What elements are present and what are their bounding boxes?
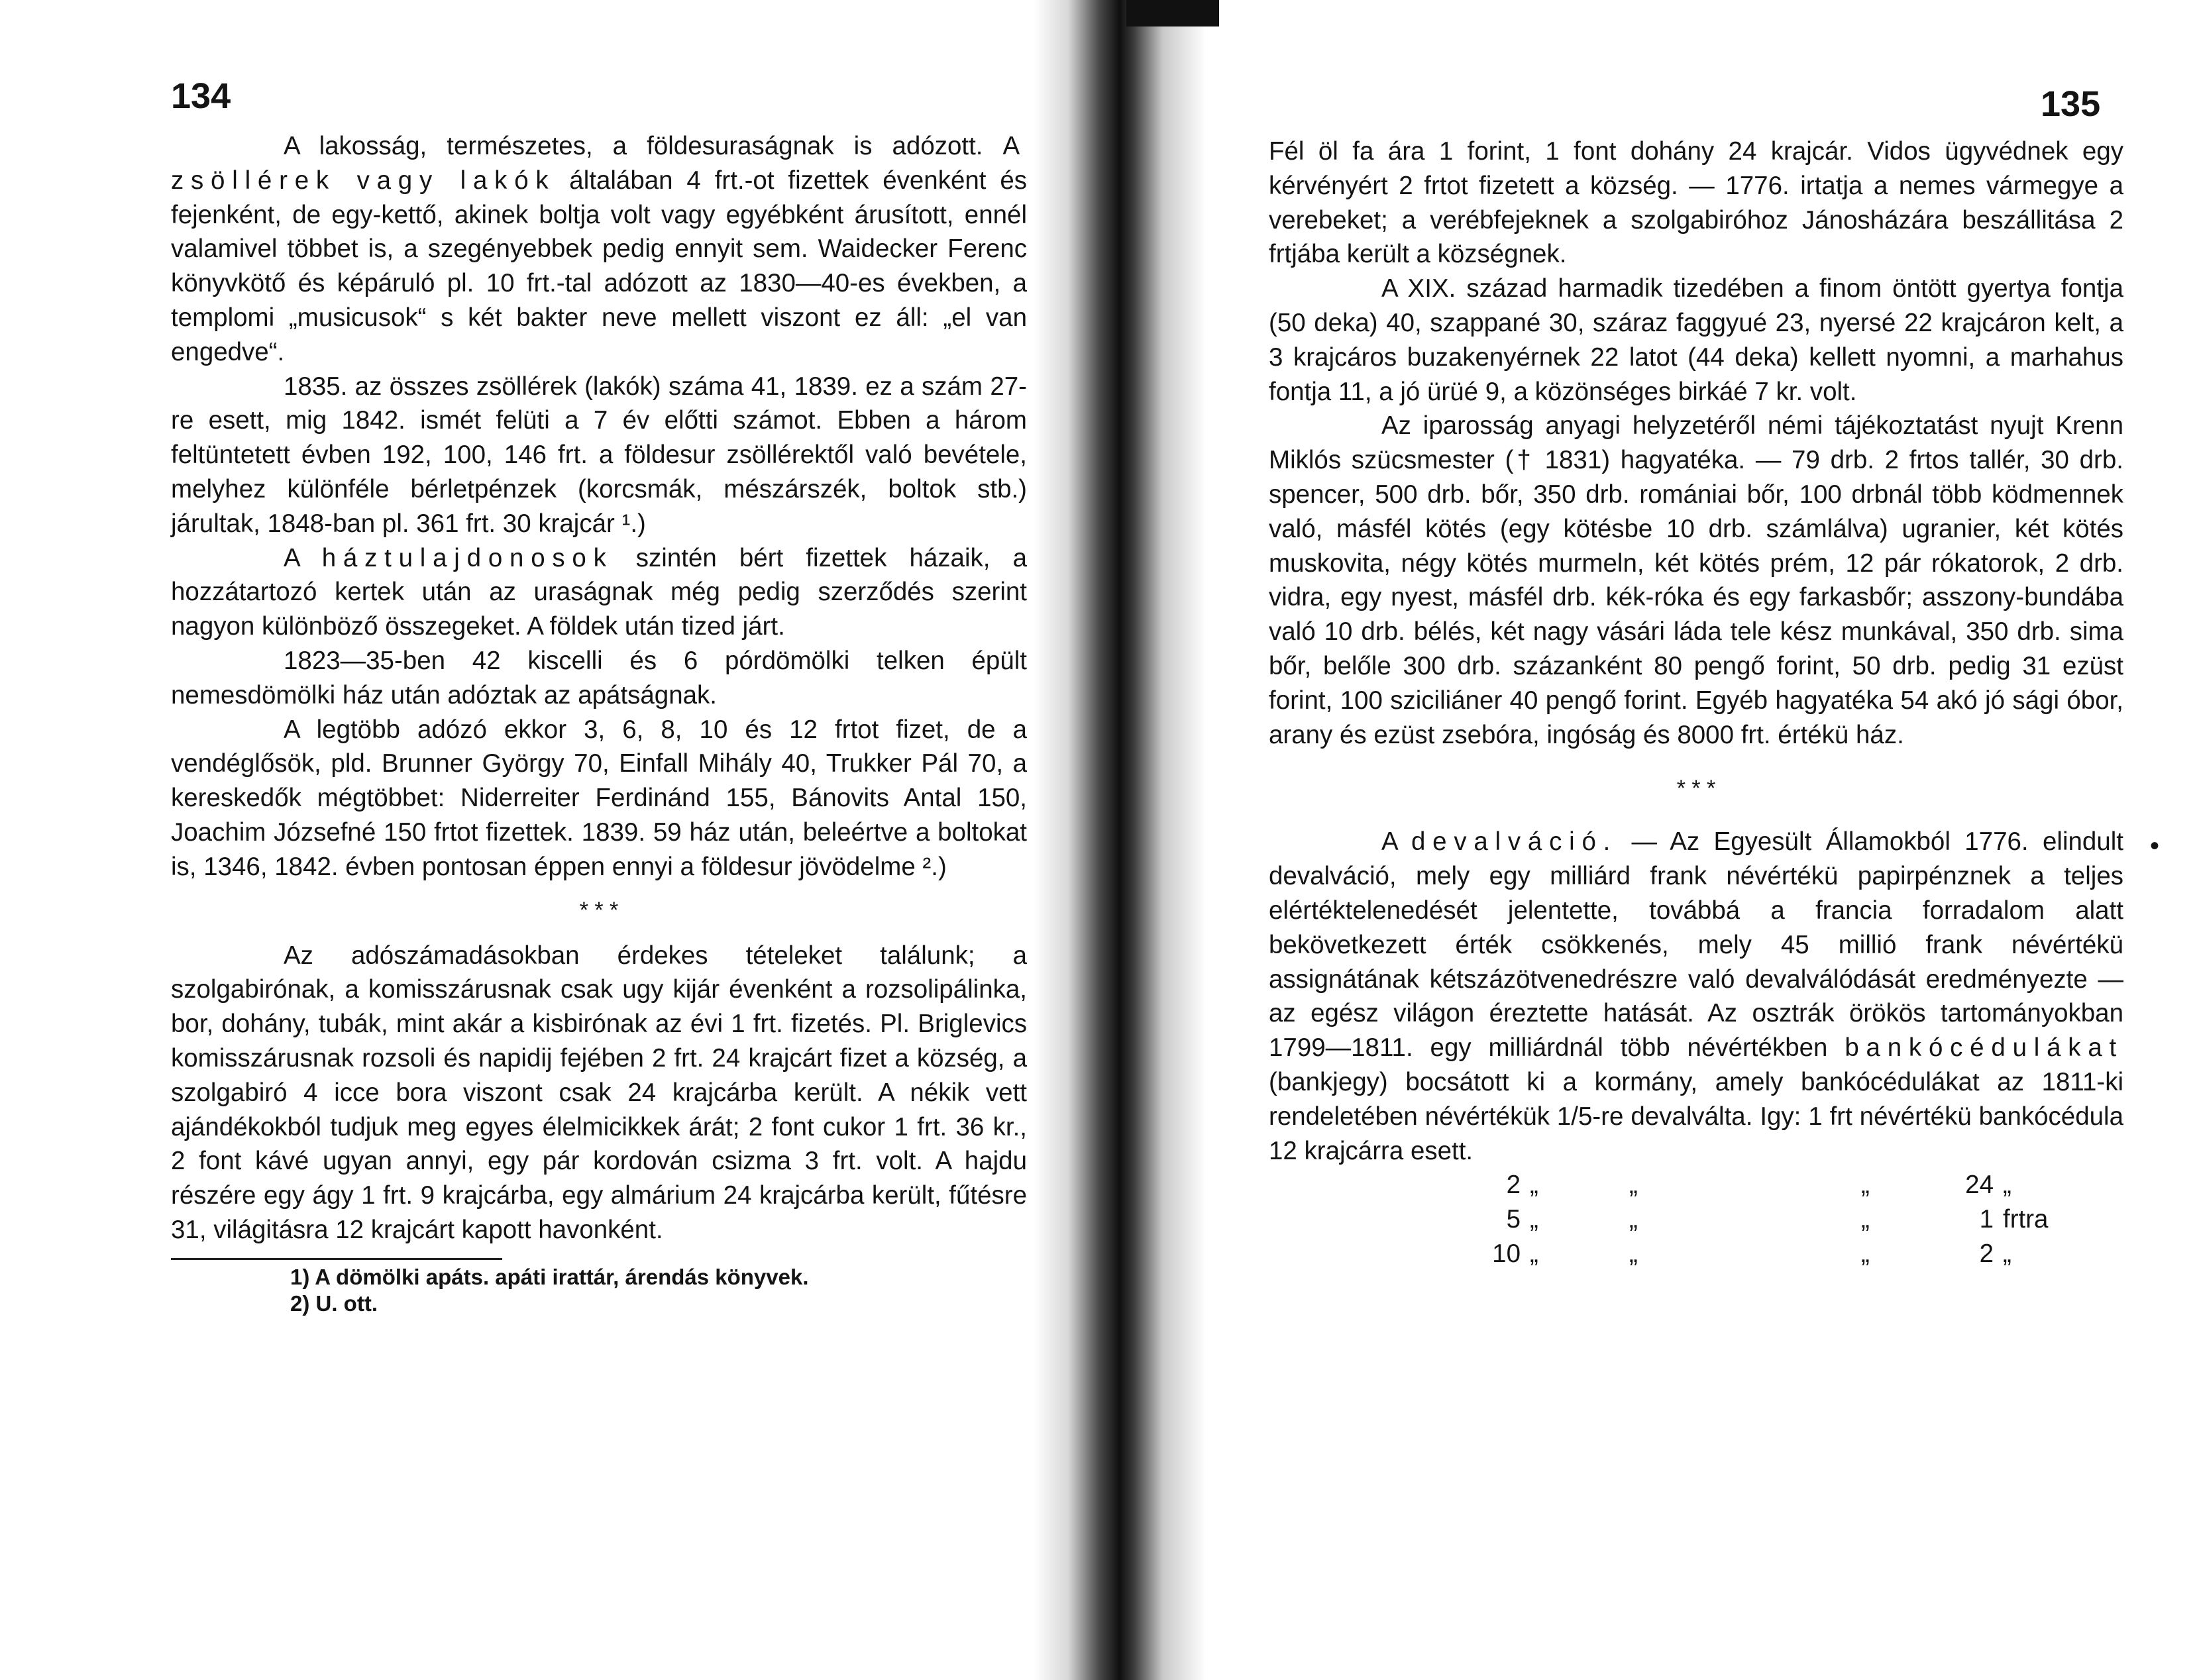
left-page-number: 134 — [171, 76, 231, 116]
text-run: A lakosság, természetes, a földesuraságnak is adózott. — [284, 132, 1003, 160]
text-run: A legtöbb adózó ekkor 3, 6, 8, 10 és 12 frtot fizet, de a vendéglősök, pld. Brunner György 70, Einfall Mihály 40, Trukker Pál 70, a kereskedők mégtöbbet: Niderreiter Ferdinánd 155, Bánovits Antal 150, Joachim Józsefné 150 frtot fizettek. 1839. 59 ház után, beleértve a boltokat is, 1346, 1842. évben pontosan éppen ennyi a földesur jövödelme ².) — [171, 715, 1027, 881]
left-paragraph-4 — [171, 644, 1027, 713]
table-cell: 5 — [1506, 1205, 1521, 1234]
left-paragraphs-top — [171, 129, 1027, 884]
section-separator-right: * * * — [1676, 776, 1716, 802]
left-paragraphs-bottom — [171, 939, 1027, 1247]
table-cell: „ — [1530, 1171, 1538, 1200]
table-cell: „ — [1530, 1239, 1538, 1269]
table-cell: „ — [1629, 1171, 1638, 1200]
text-run: szintén bért fizettek házaik, a hozzátartozó kertek után az uraságnak még pedig szerződés szerint nagyon különböző összegeket. A földek után tized járt. — [171, 543, 1027, 641]
text-run: 1823—35-ben 42 kiscelli és 6 pórdömölki telken épült nemesdömölki ház után adóztak az apátságnak. — [171, 646, 1027, 709]
left-page-text — [171, 129, 1027, 1317]
table-row — [1461, 1237, 2048, 1271]
table-cell: „ — [2003, 1239, 2011, 1269]
right-paragraph-3 — [1269, 409, 2123, 752]
left-paragraph-1 — [171, 129, 1027, 370]
right-page-text — [1269, 134, 2123, 1271]
spaced-emphasis: háztulajdonosok — [321, 543, 614, 572]
table-cell: 24 — [1965, 1171, 1994, 1200]
text-run: általában 4 frt.-ot fizettek évenként és fejenként, de egy-kettő, akinek boltja volt vagy egyébként árusított, ennél valamivel többet is, a szegényebbek pedig ennyit sem. Waidecker Ferenc könyvkötő és képáruló pl. 10 frt.-tal adózott az 1830—40-es években, a templomi „musicusok“ s két bakter neve mellett viszont ez áll: „el van engedve“. — [171, 166, 1027, 366]
table-cell: „ — [2003, 1171, 2011, 1200]
right-paragraphs-bottom — [1269, 825, 2123, 1168]
table-cell: „ — [1861, 1239, 1870, 1269]
table-cell: „ — [1530, 1205, 1538, 1234]
spaced-emphasis: devalváció. — [1411, 827, 1618, 857]
table-cell: 2 — [1506, 1171, 1521, 1200]
right-paragraph-1 — [1269, 134, 2123, 272]
left-paragraph-3 — [171, 541, 1027, 644]
text-run: A — [1381, 827, 1411, 857]
table-cell: „ — [1629, 1205, 1638, 1234]
table-row — [1461, 1202, 2048, 1237]
right-after-paragraph-1 — [1269, 825, 2123, 1168]
text-run: A — [284, 543, 322, 572]
footnotes — [171, 1264, 1027, 1317]
book-gutter — [1034, 0, 1206, 1680]
text-run: Az adószámadásokban érdekes tételeket találunk; a szolgabirónak, a komisszárusnak csak ugy kijár évenként a rozsolipálinka, bor, dohány, tubák, mint akár a kisbirónak az évi 1 frt. fizetés. Pl. Briglevics komisszárusnak rozsoli és napidij fejében 2 frt. 24 krajcárt fizet a község, a szolgabiró 4 icce bora viszont csak 24 krajcárba került. A nékik vett ajándékokból tudjuk meg egyes élelmicikkek árát; 2 font cukor 1 frt. 36 kr., 2 font kávé ugyan annyi, egy pár kordován csizma 3 frt. volt. A hajdu részére egy ágy 1 frt. 9 krajcárba, egy almárium 24 krajcárba került, fűtésre 31, világitásra 12 krajcárt kapott havonként. — [171, 941, 1027, 1244]
left-paragraph-5 — [171, 713, 1027, 884]
text-run: — Az Egyesült Államokból 1776. elindult devalváció, mely egy milliárd frank névértékü papirpénznek a teljes elértéktelenedését jelentette, továbbá a francia forradalom alatt bekövetkezett érték csökkenés, mely 45 millió frank névértékü assignátának kétszázötvenedrészre való devalválódását eredményezte — az egész világon éreztette hatását. Az osztrák örökös tartományokban 1799—1811. egy milliárdnál több névértékben — [1269, 827, 2123, 1063]
table-cell: „ — [1861, 1205, 1870, 1234]
spaced-emphasis: A zsöllérek vagy lakók — [171, 132, 1027, 195]
table-cell: „ — [1629, 1239, 1638, 1269]
text-run: (bankjegy) bocsátott ki a kormány, amely bankócédulákat az 1811-ki rendeletében névértékük 1/5-re devalválta. Igy: 1 frt névértékü bankócédula 12 krajcárra esett. — [1269, 1067, 2123, 1165]
left-paragraph-2 — [171, 370, 1027, 541]
table-cell: 1 — [1979, 1205, 1994, 1234]
table-cell: 2 — [1979, 1239, 1994, 1269]
text-run: Az iparosság anyagi helyzetéről némi tájékoztatást nyujt Krenn Miklós szücsmester († 1831) hagyatéka. — 79 drb. 2 frtos tallér, 30 drb. spencer, 500 drb. bőr, 350 drb. romániai bőr, 100 drbnál több ködmennek való, másfél kötés (egy kötésbe 10 drb. számlálva) ugranier, két kötés muskovita, négy kötés murmeln, két kötés prém, 12 pár rókatorok, 2 drb. vidra, egy nyest, másfél drb. kék-róka és egy farkasbőr; asszony-bundába való 10 drb. bélés, két nagy vásári láda tele kész munkával, 350 drb. sima bőr, belőle 300 drb. százanként 80 pengő forint, 50 drb. pedig 31 ezüst forint, 100 sziciliáner 40 pengő forint. Egyéb hagyatéka 54 akó jó sági óbor, arany és ezüst zsebóra, ingóság és 8000 frt. értékü ház. — [1269, 411, 2123, 749]
table-cell: frtra — [2003, 1205, 2049, 1234]
right-paragraph-2 — [1269, 272, 2123, 409]
footnote-1: 1) A dömölki apáts. apáti irattár, árendás könyvek. — [290, 1264, 809, 1289]
gutter-shadow — [1126, 0, 1219, 26]
text-run: Fél öl fa ára 1 forint, 1 font dohány 24 krajcár. Vidos ügyvédnek egy kérvényért 2 frtot fizetett a község. — 1776. irtatja a nemes vármegye a verebeket; a verébfejeknek a szolgabiróhoz Jánosházára beszállitása 2 frtjába került a községnek. — [1269, 137, 2123, 269]
devaluation-table — [1461, 1168, 2048, 1271]
table-cell: „ — [1861, 1171, 1870, 1200]
right-page — [1150, 0, 2197, 1680]
section-separator-left: * * * — [579, 897, 619, 923]
table-cell: 10 — [1492, 1239, 1521, 1269]
text-run: A XIX. század harmadik tizedében a finom öntött gyertya fontja (50 deka) 40, szappané 30, száraz faggyué 23, nyersé 22 krajcáron kelt, a 3 krajcáros buzakenyérnek 22 latot (44 deka) kellett nyomni, a marhahus fontja 11, a jó ürüé 9, a közönséges birkáé 7 kr. volt. — [1269, 274, 2123, 406]
right-page-number: 135 — [2041, 84, 2101, 124]
footnote-rule — [171, 1258, 502, 1260]
margin-mark: • — [2150, 831, 2160, 861]
table-row — [1461, 1168, 2048, 1202]
left-page — [0, 0, 1087, 1680]
text-run: 1835. az összes zsöllérek (lakók) száma 41, 1839. ez a szám 27-re esett, mig 1842. ismét felüti a 7 év előtti számot. Ebben a három feltüntetett évben 192, 100, 146 frt. a földesur zsöllérektől való bevétele, melyhez különféle bérletpénzek (korcsmák, mészárszék, boltok stb.) járultak, 1848-ban pl. 361 frt. 30 krajcár ¹.) — [171, 372, 1027, 538]
right-paragraphs-top — [1269, 134, 2123, 752]
left-after-paragraph-1 — [171, 939, 1027, 1247]
spaced-emphasis: bankócédulákat — [1845, 1033, 2123, 1063]
footnote-2: 2) U. ott. — [290, 1290, 378, 1316]
